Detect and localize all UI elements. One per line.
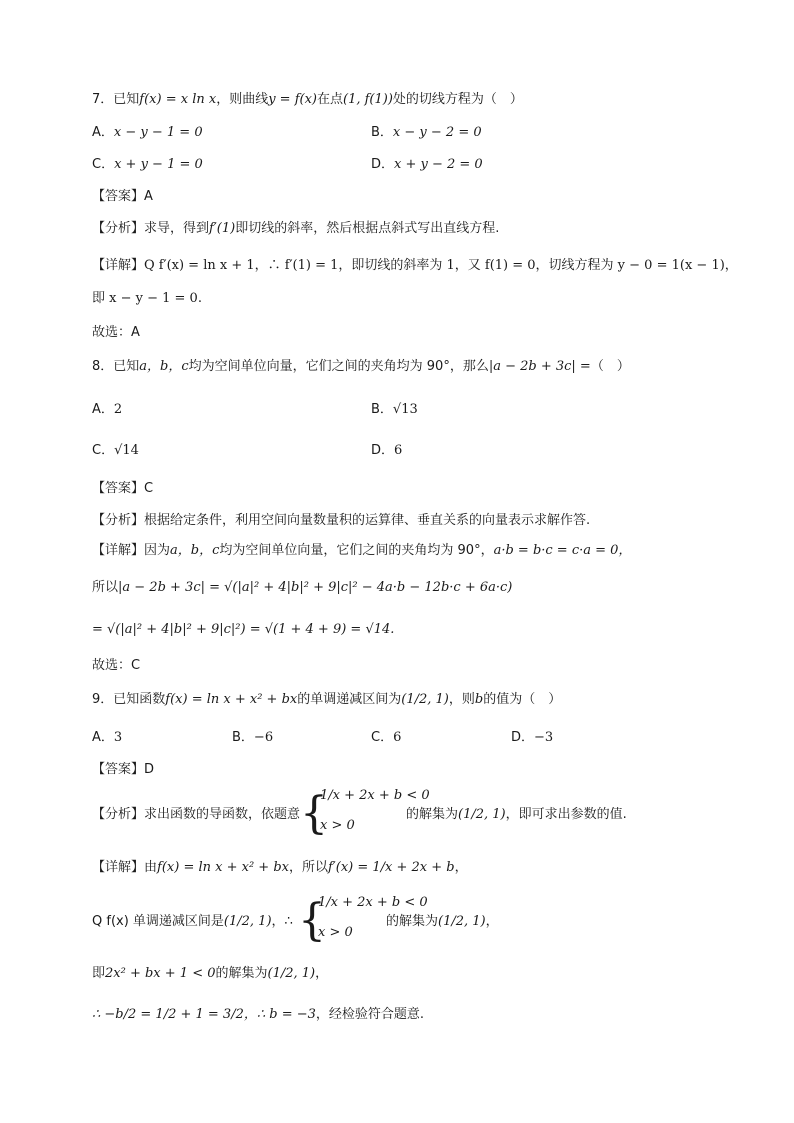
q7-text: ，则曲线 xyxy=(216,92,269,107)
detail-math: f(x) = ln x + x² + bx xyxy=(157,860,289,875)
analysis-text: 根据给定条件，利用空间向量数量积的运算律、垂直关系的向量表示求解作答. xyxy=(144,513,591,528)
detail-math: ∴ −b/2 = 1/2 + 1 = 3/2，∴ b = −3 xyxy=(92,1007,316,1022)
detail-text-4: ， xyxy=(485,914,499,929)
q9-option-a xyxy=(92,728,122,748)
q8-option-c xyxy=(92,441,139,461)
option-text: x + y − 1 = 0 xyxy=(114,157,203,172)
option-label: C． xyxy=(92,443,115,458)
q9-detail-line3 xyxy=(92,964,328,984)
system-line-1: 1/x + 2x + b < 0 xyxy=(318,895,428,910)
q7-option-d xyxy=(371,155,483,175)
q9-text-2: ，则 xyxy=(448,692,475,707)
option-text: −3 xyxy=(534,730,554,745)
detail-text-3: 的解集为 xyxy=(386,914,439,929)
brace-icon: { xyxy=(298,895,326,946)
system-line-2: x > 0 xyxy=(318,925,353,940)
q9-answer xyxy=(92,760,154,780)
detail-math: 2x² + bx + 1 < 0 xyxy=(105,966,216,981)
detail-math: |a − 2b + 3c| = √(|a|² + 4|b|² + 9|c|² − 4a·b − 12b·c + 6a·c) xyxy=(118,580,513,595)
analysis-tag: 【分析】 xyxy=(92,221,145,236)
q8-stem xyxy=(92,357,630,377)
detail-tag: 【详解】 xyxy=(92,860,145,875)
q7-text-3: 处的切线方程为（ ） xyxy=(392,92,523,107)
option-text: x − y − 1 = 0 xyxy=(113,125,203,140)
detail-math-2: (1/2, 1) xyxy=(438,914,486,929)
option-label: A． xyxy=(92,730,114,745)
q9-detail xyxy=(92,858,468,878)
q9-number: 9．已知函数 xyxy=(92,692,166,707)
analysis-text: 求导，得到 xyxy=(144,221,210,236)
detail-text-2: 的解集为 xyxy=(215,966,268,981)
q8-detail-line2 xyxy=(92,578,512,598)
detail-text: Q f′(x) = ln x + 1，∴ f′(1) = 1，即切线的斜率为 1，又 f(1) = 0，切线方程为 y − 0 = 1(x − 1)， xyxy=(144,258,738,273)
q8-option-d xyxy=(371,441,402,461)
option-label: D． xyxy=(371,443,395,458)
option-text: 6 xyxy=(394,443,403,458)
option-label: D． xyxy=(371,157,395,172)
analysis-text-3: ，即可求出参数的值. xyxy=(505,807,627,822)
q8-option-a xyxy=(92,400,122,420)
option-text: 6 xyxy=(393,730,402,745)
detail-math: (1/2, 1) xyxy=(223,914,272,929)
q7-option-c xyxy=(92,155,203,175)
option-label: B． xyxy=(371,402,393,417)
analysis-math: f′(1) xyxy=(209,221,236,236)
q8-detail-line3 xyxy=(92,620,394,640)
system-line-1: 1/x + 2x + b < 0 xyxy=(320,788,430,803)
q9-option-d xyxy=(511,728,553,748)
analysis-tag: 【分析】 xyxy=(92,513,145,528)
analysis-math: (1/2, 1) xyxy=(458,807,506,822)
option-label: A． xyxy=(92,402,114,417)
q8-text-2: （ ） xyxy=(590,359,630,374)
q9-interval: (1/2, 1) xyxy=(401,692,449,707)
q9-text-3: 的值为（ ） xyxy=(483,692,562,707)
system-line-2: x > 0 xyxy=(320,818,355,833)
q7-curve: y = f(x) xyxy=(268,92,317,107)
detail-text: ，经检验符合题意. xyxy=(315,1007,425,1022)
brace-icon: { xyxy=(300,788,328,839)
detail-text-3: ， xyxy=(315,966,329,981)
q7-detail xyxy=(92,256,738,276)
answer-value: D xyxy=(144,762,155,777)
option-label: B． xyxy=(371,125,393,140)
q9-detail-line2-tail xyxy=(386,912,499,932)
option-label: C． xyxy=(371,730,394,745)
option-text: 3 xyxy=(113,730,123,745)
detail-math: = √(|a|² + 4|b|² + 9|c|²) = √(1 + 4 + 9) = √14. xyxy=(92,622,395,637)
detail-text: 所以 xyxy=(92,580,119,595)
answer-tag: 【答案】 xyxy=(92,189,145,204)
detail-text: 即 x − y − 1 = 0. xyxy=(92,291,202,306)
detail-tag: 【详解】 xyxy=(92,258,145,273)
q7-choose xyxy=(92,323,140,343)
detail-text: 因为 xyxy=(144,543,171,558)
q8-answer xyxy=(92,479,153,499)
choose-text: 故选：C xyxy=(92,658,141,673)
q9-function: f(x) = ln x + x² + bx xyxy=(165,692,298,707)
detail-text-2: ，∴ xyxy=(271,914,293,929)
detail-text-3: ， xyxy=(454,860,468,875)
q8-vectors: a，b，c xyxy=(139,359,189,374)
detail-math: a，b，c xyxy=(170,543,220,558)
analysis-text: 求出函数的导函数，依题意 xyxy=(144,807,301,822)
answer-tag: 【答案】 xyxy=(92,481,145,496)
option-text: √13 xyxy=(392,402,418,417)
choose-text: 故选：A xyxy=(92,325,140,340)
q9-option-c xyxy=(371,728,401,748)
detail-math-2: a·b = b·c = c·a = 0， xyxy=(493,543,632,558)
q8-expression: |a − 2b + 3c| = xyxy=(488,359,591,374)
q8-choose xyxy=(92,656,140,676)
q7-detail-line2 xyxy=(92,289,202,309)
detail-text-2: ，所以 xyxy=(288,860,328,875)
detail-math-2: (1/2, 1) xyxy=(267,966,316,981)
detail-text: Q f(x) 单调递减区间是 xyxy=(92,914,224,929)
q9-text: 的单调递减区间为 xyxy=(297,692,402,707)
q8-number: 8．已知 xyxy=(92,359,140,374)
q7-option-a xyxy=(92,123,203,143)
answer-value: A xyxy=(144,189,153,204)
analysis-text-2: 即切线的斜率，然后根据点斜式写出直线方程. xyxy=(235,221,500,236)
q7-text-2: 在点 xyxy=(317,92,344,107)
answer-tag: 【答案】 xyxy=(92,762,145,777)
q9-param: b xyxy=(474,692,484,707)
detail-text-2: 均为空间单位向量，它们之间的夹角均为 90°， xyxy=(219,543,494,558)
option-text: x − y − 2 = 0 xyxy=(392,125,482,140)
option-text: √14 xyxy=(114,443,139,458)
option-label: C． xyxy=(92,157,115,172)
q9-stem xyxy=(92,690,561,710)
option-label: D． xyxy=(511,730,535,745)
q7-analysis xyxy=(92,219,499,239)
analysis-text-2: 的解集为 xyxy=(406,807,459,822)
q8-detail xyxy=(92,541,631,561)
analysis-tag: 【分析】 xyxy=(92,807,145,822)
option-label: B． xyxy=(232,730,254,745)
q7-option-b xyxy=(371,123,482,143)
detail-text: 由 xyxy=(144,860,158,875)
detail-text: 即 xyxy=(92,966,106,981)
q9-detail-line2 xyxy=(92,912,293,932)
q7-function: f(x) = x ln x xyxy=(139,92,217,107)
q8-option-b xyxy=(371,400,418,420)
q8-text: 均为空间单位向量，它们之间的夹角均为 90°，那么 xyxy=(188,359,489,374)
option-label: A． xyxy=(92,125,114,140)
q9-analysis-tail xyxy=(406,805,627,825)
detail-tag: 【详解】 xyxy=(92,543,145,558)
q7-answer xyxy=(92,187,153,207)
q7-number: 7．已知 xyxy=(92,92,140,107)
q8-analysis xyxy=(92,511,590,531)
q9-analysis xyxy=(92,805,300,825)
detail-math-2: f′(x) = 1/x + 2x + b xyxy=(328,860,455,875)
q7-stem xyxy=(92,90,523,110)
answer-value: C xyxy=(144,481,154,496)
option-text: x + y − 2 = 0 xyxy=(394,157,483,172)
option-text: 2 xyxy=(113,402,123,417)
q7-point: (1, f(1)) xyxy=(343,92,393,107)
option-text: −6 xyxy=(253,730,274,745)
q9-option-b xyxy=(232,728,273,748)
q9-detail-line4 xyxy=(92,1005,424,1025)
